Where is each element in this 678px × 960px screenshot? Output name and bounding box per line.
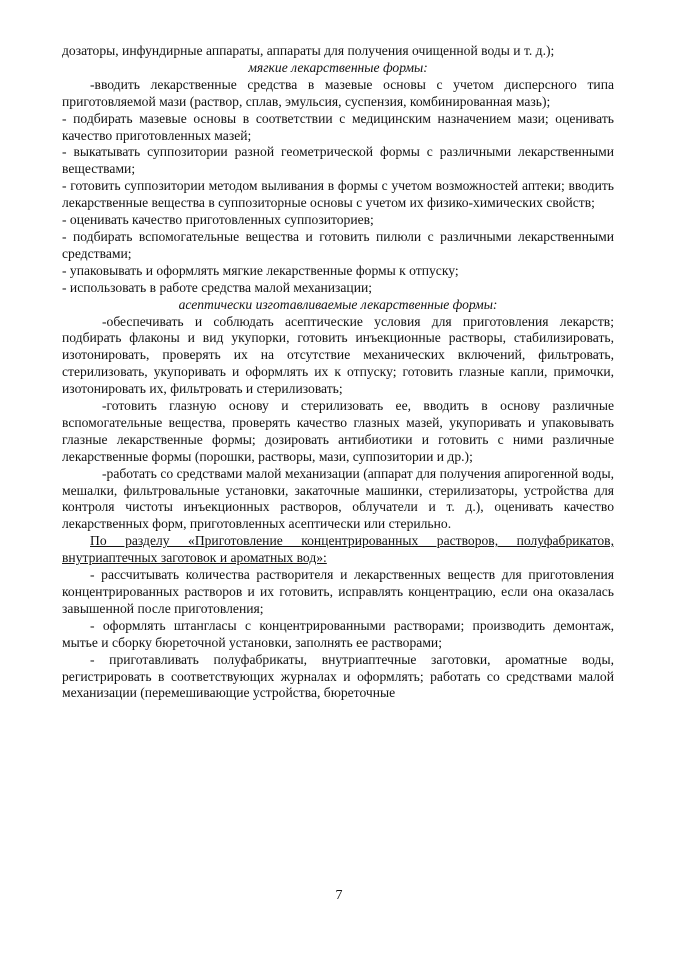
paragraph-ointment-bases: -вводить лекарственные средства в мазевые основы с учетом дисперсного типа приготовляемой мази (раствор, сплав, эмульсия, суспензия, комбинированная мазь); bbox=[62, 76, 614, 109]
section-heading-soft-forms: мягкие лекарственные формы: bbox=[248, 59, 428, 75]
paragraph-dispensers-tail: дозаторы, инфундирные аппараты, аппараты для получения очищенной воды и т. д.); bbox=[62, 43, 555, 58]
section-title-concentrates: По разделу «Приготовление концентрированных растворов, полуфабрикатов, внутриаптечных заготовок и ароматных вод»: bbox=[62, 533, 614, 566]
paragraph-burette-setup: - оформлять штангласы с концентрированными растворами; производить демонтаж, мытье и сборку бюреточной установки, заполнять ее растворами; bbox=[62, 617, 614, 650]
page-body bbox=[62, 43, 614, 702]
paragraph-pour-suppositories: - готовить суппозитории методом выливания в формы с учетом возможностей аптеки; вводить лекарственные вещества в суппозиторные основы с учетом их физико-химических свойств; bbox=[62, 178, 614, 211]
paragraph-pills: - подбирать вспомогательные вещества и готовить пилюли с различными лекарственными средствами; bbox=[62, 228, 614, 261]
paragraph-calc-solvent: - рассчитывать количества растворителя и лекарственных веществ для приготовления концентрированных растворов и их готовить, исправлять концентрацию, если она оказалась завышенной после приготовления; bbox=[62, 567, 614, 616]
paragraph-packaging: - упаковывать и оформлять мягкие лекарственные формы к отпуску; bbox=[62, 262, 459, 278]
page-number: 7 bbox=[335, 888, 343, 903]
paragraph-assess-suppositories: - оценивать качество приготовленных суппозиториев; bbox=[62, 212, 374, 228]
paragraph-small-mechanization: -работать со средствами малой механизации (аппарат для получения апирогенной воды, мешалки, фильтровальные установки, закаточные машинки, стерилизаторы, устройства для контроля чистоты инъекционных растворов, облучатели и т. д.), оценивать качество лекарственных форм, приготовленных асептически или стерильно. bbox=[62, 465, 614, 532]
section-heading-aseptic-forms: асептически изготавливаемые лекарственные формы: bbox=[178, 296, 498, 312]
paragraph-roll-suppositories: - выкатывать суппозитории разной геометрической формы с различными лекарственными веществами; bbox=[62, 144, 614, 177]
paragraph-select-ointment-bases: - подбирать мазевые основы в соответствии с медицинским назначением мази; оценивать качество приготовленных мазей; bbox=[62, 110, 614, 143]
paragraph-eye-ointment-base: -готовить глазную основу и стерилизовать ее, вводить в основу различные вспомогательные вещества, проверять качество глазных мазей, укупоривать и упаковывать глазные лекарственные формы; дозировать антибиотики и готовить с ними различные лекарственные формы (порошки, растворы, мази, суппозитории и др.); bbox=[62, 398, 614, 464]
paragraph-mechanization: - использовать в работе средства малой механизации; bbox=[62, 279, 373, 295]
paragraph-aseptic-conditions: -обеспечивать и соблюдать асептические условия для приготовления лекарств; подбирать флаконы и вид укупорки, готовить инъекционные растворы, стабилизировать, изотонировать, проверять их на отсутствие механических включений, фильтровать, стерилизовать, укупоривать и оформлять их к отпуску; готовить глазные капли, примочки, изотонировать их, фильтровать и стерилизовать; bbox=[62, 313, 614, 397]
paragraph-semi-products: - приготавливать полуфабрикаты, внутриаптечные заготовки, ароматные воды, регистрировать в соответствующих журналах и оформлять; работать со средствами малой механизации (перемешивающие устройства, бюреточные bbox=[62, 651, 614, 701]
